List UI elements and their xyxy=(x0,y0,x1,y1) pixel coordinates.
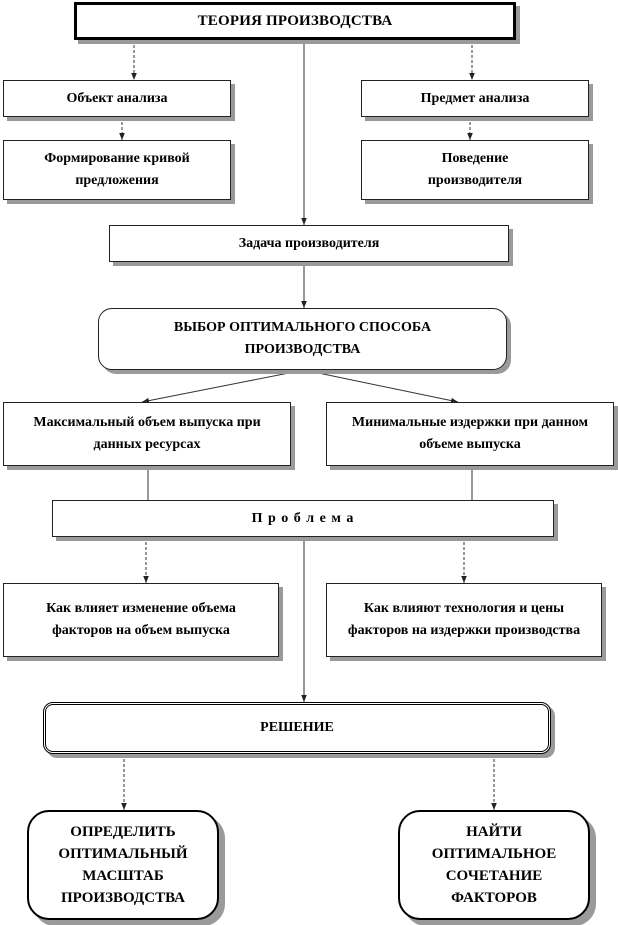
factor-change-box xyxy=(3,583,279,657)
subject-box xyxy=(361,80,589,117)
task-label: Задача производителя xyxy=(238,235,380,251)
object-label: Объект анализа xyxy=(66,90,168,106)
arrow-choice-to-max-output xyxy=(142,370,304,402)
define-scale-box xyxy=(27,810,219,920)
task-box xyxy=(109,225,509,262)
solution-label: РЕШЕНИЕ xyxy=(260,720,334,735)
tech-prices-box xyxy=(326,583,602,657)
factor-change-label: Как влияет изменение объема факторов на объем выпуска xyxy=(46,601,236,638)
subject-label: Предмет анализа xyxy=(420,90,530,106)
find-combination-box xyxy=(398,810,590,920)
theory-title: ТЕОРИЯ ПРОИЗВОДСТВА xyxy=(197,13,393,29)
max-output-label: Максимальный объем выпуска при данных ресурсах xyxy=(33,415,261,452)
object-detail: Формирование кривой предложения xyxy=(44,151,190,188)
subject-detail-box xyxy=(361,140,589,200)
define-scale-label: ОПРЕДЕЛИТЬ ОПТИМАЛЬНЫЙ МАСШТАБ ПРОИЗВОДСТВА xyxy=(58,824,188,906)
object-detail-box xyxy=(3,140,231,200)
object-box xyxy=(3,80,231,117)
theory-title-box xyxy=(74,2,516,40)
solution-box xyxy=(43,702,551,754)
problem-box xyxy=(52,500,554,537)
choice-box xyxy=(98,308,507,370)
min-costs-label: Минимальные издержки при данном объеме выпуска xyxy=(351,415,589,452)
max-output-box xyxy=(3,402,291,466)
find-combination-label: НАЙТИ ОПТИМАЛЬНОЕ СОЧЕТАНИЕ ФАКТОРОВ xyxy=(431,824,557,906)
problem-label: П р о б л е м а xyxy=(251,510,355,526)
choice-label: ВЫБОР ОПТИМАЛЬНОГО СПОСОБА ПРОИЗВОДСТВА xyxy=(173,320,432,357)
subject-detail: Поведение производителя xyxy=(427,151,523,188)
arrow-choice-to-min-costs xyxy=(304,370,458,402)
tech-prices-label: Как влияют технология и цены факторов на издержки производства xyxy=(347,601,581,638)
min-costs-box xyxy=(326,402,614,466)
